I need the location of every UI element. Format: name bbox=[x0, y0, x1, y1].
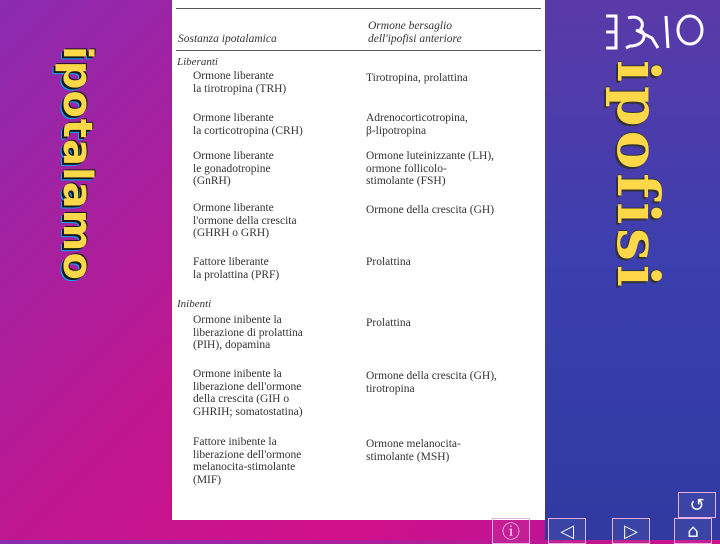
row-1-substance: Ormone liberante la tirotropina (TRH) bbox=[193, 70, 287, 95]
return-icon[interactable]: ↺ bbox=[678, 492, 716, 518]
row-5-substance: Fattore liberante la prolattina (PRF) bbox=[193, 256, 280, 281]
hieroglyph-logo bbox=[600, 8, 710, 54]
next-triangle-icon[interactable]: ▷ bbox=[612, 518, 650, 544]
row-3-target: Ormone luteinizzante (LH), ormone follicolo- stimolante (FSH) bbox=[366, 150, 495, 187]
row-6-target: Prolattina bbox=[366, 317, 411, 329]
row-8-target: Ormone melanocita- stimolante (MSH) bbox=[366, 438, 461, 463]
row-2-target: Adrenocorticotropina, β-lipotropina bbox=[366, 112, 468, 137]
table-top-rule bbox=[176, 8, 541, 9]
row-7-substance: Ormone inibente la liberazione dell'ormone della crescita (GIH o GHRIH; somatostatina) bbox=[193, 368, 303, 418]
row-3-substance: Ormone liberante le gonadotropine (GnRH) bbox=[193, 150, 274, 187]
title-ipofisi: ipofisi bbox=[604, 60, 672, 291]
info-icon[interactable]: ⓘ bbox=[492, 518, 530, 544]
row-2-substance: Ormone liberante la corticotropina (CRH) bbox=[193, 112, 303, 137]
row-4-target: Ormone della crescita (GH) bbox=[366, 204, 495, 216]
home-icon[interactable]: ⌂ bbox=[674, 518, 712, 544]
row-1-target: Tirotropina, prolattina bbox=[366, 72, 468, 84]
header-substance: Sostanza ipotalamica bbox=[178, 33, 277, 45]
table-header-rule bbox=[176, 50, 541, 51]
section-releasing: Liberanti bbox=[177, 56, 218, 68]
row-6-substance: Ormone inibente la liberazione di prolattina (PIH), dopamina bbox=[193, 314, 303, 351]
row-7-target: Ormone della crescita (GH), tirotropina bbox=[366, 370, 497, 395]
row-4-substance: Ormone liberante l'ormone della crescita (GHRH o GRH) bbox=[193, 202, 297, 239]
prev-triangle-icon[interactable]: ◁ bbox=[548, 518, 586, 544]
title-ipotalamo: ipotalamo bbox=[54, 46, 100, 281]
row-5-target: Prolattina bbox=[366, 256, 411, 268]
hormone-table bbox=[172, 0, 545, 520]
row-8-substance: Fattore inibente la liberazione dell'ormone melanocita-stimolante (MIF) bbox=[193, 436, 302, 486]
section-inhibiting: Inibenti bbox=[177, 298, 212, 310]
header-target-hormone: Ormone bersaglio dell'ipofisi anteriore bbox=[368, 20, 462, 45]
